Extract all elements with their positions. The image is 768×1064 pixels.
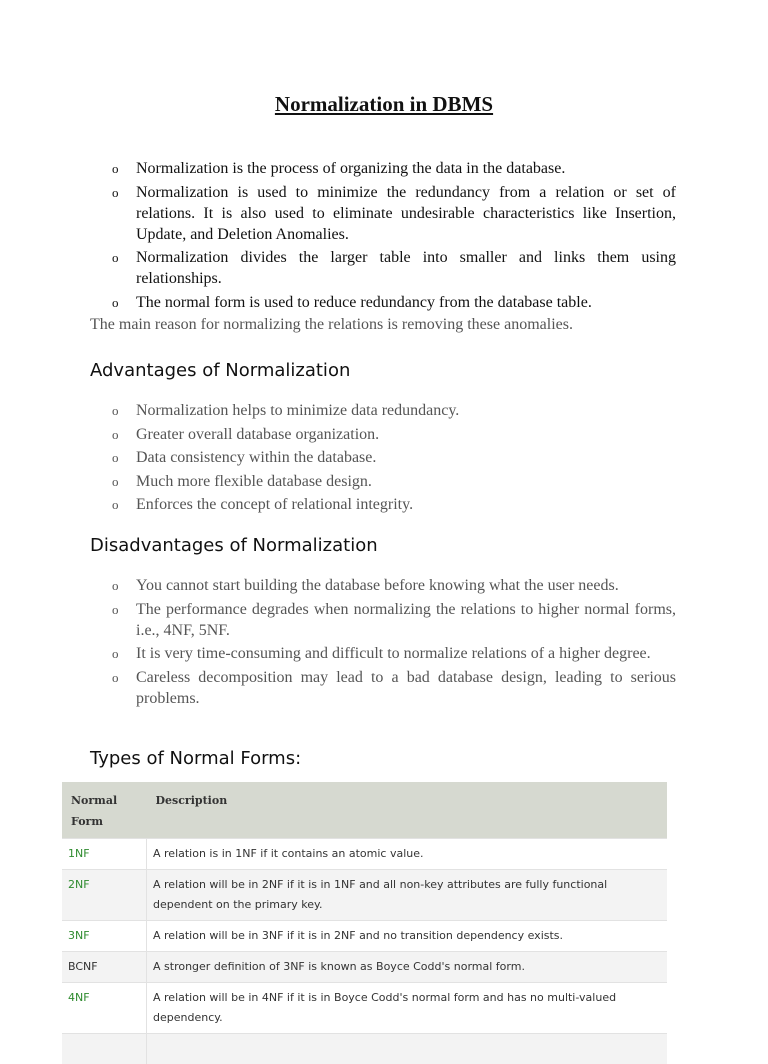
table-header-row: [62, 782, 667, 839]
types-heading: Types of Normal Forms:: [90, 748, 301, 769]
table-row: [62, 870, 667, 921]
list-item: [112, 292, 676, 313]
list-item-text: Much more flexible database design.: [136, 473, 372, 490]
normal-form-cell[interactable]: 1NF: [62, 839, 147, 870]
bullet-marker: o: [112, 424, 119, 445]
table-row: [62, 1034, 667, 1064]
list-item: [112, 447, 676, 468]
description-cell: A relation is in 1NF if it contains an atomic value.: [147, 839, 668, 870]
list-item-text: Normalization helps to minimize data redundancy.: [136, 402, 459, 419]
table-row: [62, 921, 667, 952]
table-row: [62, 983, 667, 1034]
normal-form-cell: BCNF: [62, 952, 147, 983]
description-cell: A relation will be in 4NF if it is in Boyce Codd's normal form and has no multi-valued dependency.: [147, 983, 668, 1034]
bullet-marker: o: [112, 667, 119, 688]
list-item: [112, 182, 676, 245]
list-item-text: Greater overall database organization.: [136, 426, 379, 443]
bullet-marker: o: [112, 643, 119, 664]
normal-form-cell: [62, 1034, 147, 1064]
description-cell: A relation will be in 2NF if it is in 1NF and all non-key attributes are fully functional dependent on the primary key.: [147, 870, 668, 921]
list-item: [112, 400, 676, 421]
normal-form-cell[interactable]: 3NF: [62, 921, 147, 952]
list-item: [112, 494, 676, 515]
list-item: [112, 247, 676, 289]
advantages-list: [112, 400, 676, 518]
bullet-marker: o: [112, 494, 119, 515]
bullet-marker: o: [112, 447, 119, 468]
list-item-text: Normalization divides the larger table into smaller and links them using relationships.: [136, 249, 676, 287]
table-row: [62, 952, 667, 983]
disadvantages-heading: Disadvantages of Normalization: [90, 535, 378, 556]
disadvantages-list: [112, 575, 676, 711]
description-cell: A stronger definition of 3NF is known as Boyce Codd's normal form.: [147, 952, 668, 983]
intro-paragraph: The main reason for normalizing the relations is removing these anomalies.: [90, 314, 573, 335]
page-title: Normalization in DBMS: [0, 92, 768, 117]
column-header-description: Description: [147, 782, 668, 839]
list-item-text: Data consistency within the database.: [136, 449, 376, 466]
column-header-normal-form: Normal Form: [62, 782, 147, 839]
list-item: [112, 643, 676, 664]
list-item-text: Enforces the concept of relational integrity.: [136, 496, 413, 513]
list-item-text: It is very time-consuming and difficult to normalize relations of a higher degree.: [136, 645, 651, 662]
list-item: [112, 158, 676, 179]
bullet-marker: o: [112, 575, 119, 596]
table-row: [62, 839, 667, 870]
bullet-marker: o: [112, 247, 119, 268]
list-item: [112, 599, 676, 641]
list-item-text: Normalization is used to minimize the redundancy from a relation or set of relations. It is also used to eliminate undesirable characteristics like Insertion, Update, and Deletion Anomalies.: [136, 184, 676, 243]
list-item: [112, 667, 676, 709]
list-item-text: Normalization is the process of organizing the data in the database.: [136, 160, 565, 177]
description-cell: A relation will be in 3NF if it is in 2NF and no transition dependency exists.: [147, 921, 668, 952]
list-item: [112, 424, 676, 445]
list-item: [112, 575, 676, 596]
description-cell: [147, 1034, 668, 1064]
intro-bullet-list: [112, 158, 676, 315]
normal-forms-table: [62, 782, 667, 1064]
bullet-marker: o: [112, 182, 119, 203]
list-item-text: You cannot start building the database before knowing what the user needs.: [136, 577, 619, 594]
normal-form-cell[interactable]: 2NF: [62, 870, 147, 921]
bullet-marker: o: [112, 599, 119, 620]
list-item-text: The performance degrades when normalizing the relations to higher normal forms, i.e., 4NF, 5NF.: [136, 601, 676, 639]
list-item: [112, 471, 676, 492]
list-item-text: Careless decomposition may lead to a bad database design, leading to serious problems.: [136, 669, 676, 707]
normal-form-cell[interactable]: 4NF: [62, 983, 147, 1034]
bullet-marker: o: [112, 400, 119, 421]
bullet-marker: o: [112, 471, 119, 492]
list-item-text: The normal form is used to reduce redundancy from the database table.: [136, 294, 592, 311]
bullet-marker: o: [112, 292, 119, 313]
bullet-marker: o: [112, 158, 119, 179]
advantages-heading: Advantages of Normalization: [90, 360, 350, 381]
